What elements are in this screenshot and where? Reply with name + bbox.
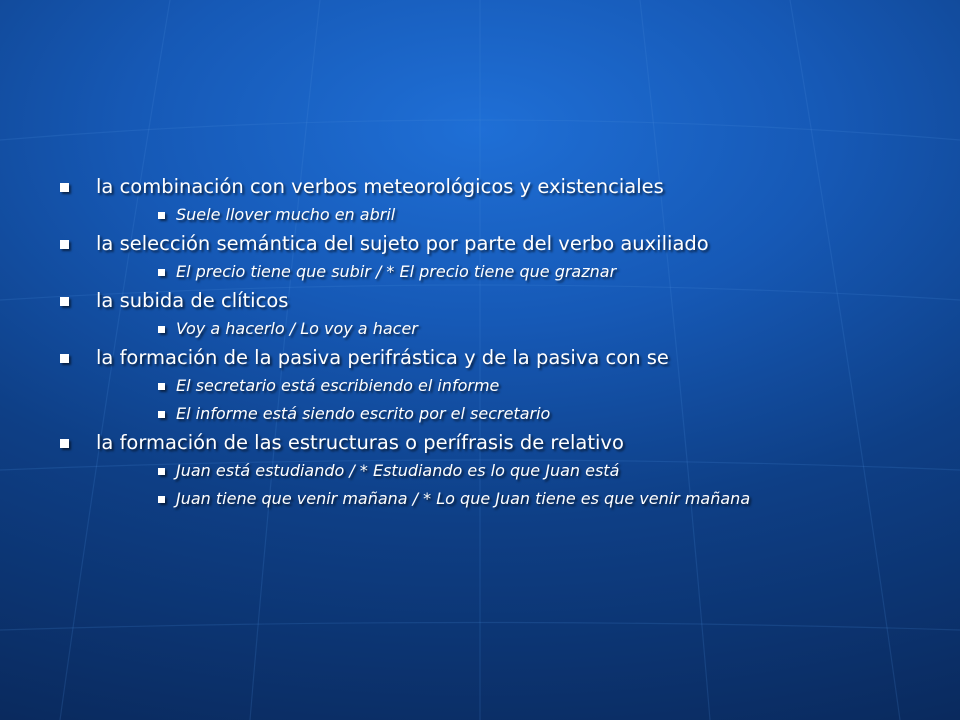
- square-bullet-icon: [158, 383, 165, 390]
- bullet-text: la subida de clíticos: [96, 289, 289, 312]
- square-bullet-icon: [60, 297, 69, 306]
- example-text: El precio tiene que subir / * El precio tiene que graznar: [176, 262, 617, 281]
- bullet-item: [58, 286, 948, 315]
- sub-bullet-item: [58, 400, 948, 428]
- bullet-item: [58, 343, 948, 372]
- example-text: Voy a hacerlo / Lo voy a hacer: [176, 319, 418, 338]
- example-text: El secretario está escribiendo el informe: [176, 376, 500, 395]
- bullet-text: la selección semántica del sujeto por parte del verbo auxiliado: [96, 232, 709, 255]
- example-text: El informe está siendo escrito por el secretario: [176, 404, 551, 423]
- sub-bullet-item: [58, 258, 948, 286]
- sub-bullet-item: [58, 457, 948, 485]
- bullet-text: la combinación con verbos meteorológicos y existenciales: [96, 175, 664, 198]
- example-text: Juan tiene que venir mañana / * Lo que Juan tiene es que venir mañana: [176, 489, 751, 508]
- square-bullet-icon: [158, 212, 165, 219]
- bullet-text: la formación de las estructuras o perífrasis de relativo: [96, 431, 624, 454]
- sub-bullet-item: [58, 315, 948, 343]
- square-bullet-icon: [158, 326, 165, 333]
- sub-bullet-item: [58, 485, 948, 513]
- example-text: Juan está estudiando / * Estudiando es lo que Juan está: [176, 461, 620, 480]
- bullet-text: la formación de la pasiva perifrástica y de la pasiva con se: [96, 346, 669, 369]
- bullet-item: [58, 229, 948, 258]
- square-bullet-icon: [158, 411, 165, 418]
- square-bullet-icon: [60, 354, 69, 363]
- square-bullet-icon: [60, 240, 69, 249]
- sub-bullet-item: [58, 372, 948, 400]
- example-text: Suele llover mucho en abril: [176, 205, 396, 224]
- bullet-item: [58, 172, 948, 201]
- square-bullet-icon: [60, 439, 69, 448]
- square-bullet-icon: [158, 496, 165, 503]
- bullet-item: [58, 428, 948, 457]
- square-bullet-icon: [158, 269, 165, 276]
- sub-bullet-item: [58, 201, 948, 229]
- bullet-list: [58, 172, 948, 513]
- square-bullet-icon: [158, 468, 165, 475]
- square-bullet-icon: [60, 183, 69, 192]
